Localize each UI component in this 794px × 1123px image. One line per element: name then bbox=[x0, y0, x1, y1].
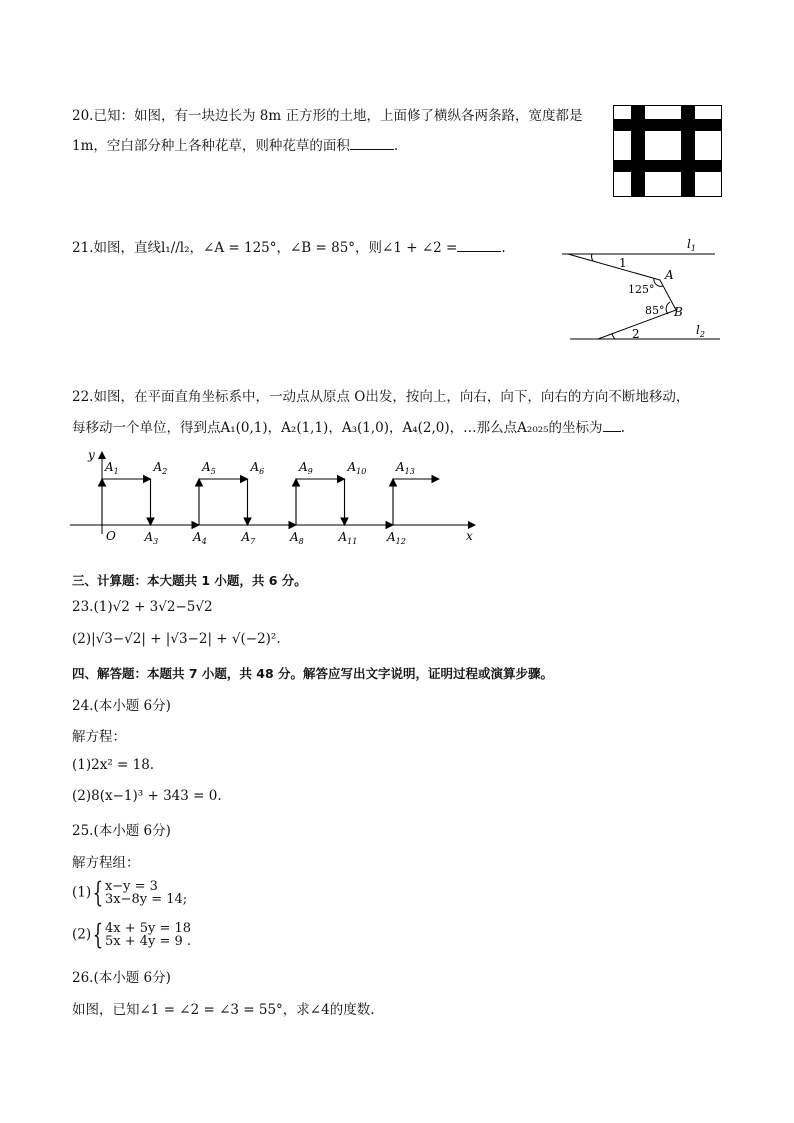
q24-part2: (2)8(x−1)³ + 343 = 0. bbox=[72, 788, 222, 804]
point-label-bottom: $A_7$ bbox=[241, 530, 256, 546]
q22-figure-coordinate-path bbox=[70, 448, 490, 548]
q25-p2-end: . bbox=[186, 933, 192, 949]
q23-part2 bbox=[72, 631, 281, 647]
point-label-bottom: $A_{11}$ bbox=[338, 530, 358, 546]
section3-heading: 三、计算题：本大题共 1 小题，共 6 分。 bbox=[72, 573, 307, 588]
axis-x-label: x bbox=[466, 529, 473, 543]
label-85: 85° bbox=[645, 304, 665, 317]
q25-p2-system bbox=[105, 922, 191, 948]
q25-intro: 解方程组： bbox=[72, 855, 140, 871]
answer-blank bbox=[603, 421, 621, 432]
q25-p1-end: ; bbox=[182, 891, 188, 907]
axis-y-label: y bbox=[88, 448, 95, 462]
origin-label: O bbox=[106, 529, 116, 543]
point-label-top: $A_9$ bbox=[299, 460, 313, 476]
label-l2: $l_2$ bbox=[696, 323, 705, 339]
q26-text: 如图，已知∠1 = ∠2 = ∠3 = 55°，求∠4的度数. bbox=[72, 1002, 375, 1018]
brace-icon: { bbox=[92, 876, 104, 909]
point-label-top: $A_2$ bbox=[153, 460, 168, 476]
label-B: B bbox=[674, 305, 683, 319]
point-label-top: $A_{13}$ bbox=[396, 460, 415, 476]
point-label-top: $A_6$ bbox=[250, 460, 265, 476]
q20-end: . bbox=[393, 138, 399, 154]
q20-line1: 20.已知：如图，有一块边长为 8m 正方形的土地，上面修了横纵各两条路，宽度都是 bbox=[72, 108, 583, 124]
q20-line2 bbox=[72, 134, 398, 154]
section4-heading: 四、解答题：本题共 7 小题，共 48 分。解答应写出文字说明，证明过程或演算步骤。 bbox=[72, 666, 554, 681]
q22-stem: 每移动一个单位，得到点A₁(0,1)，A₂(1,1)，A₃(1,0)，A₄(2,0)，…那么点A₂₀₂₅的坐标为 bbox=[72, 420, 603, 436]
label-angle2: 2 bbox=[632, 327, 640, 341]
point-label-bottom: $A_4$ bbox=[193, 530, 207, 546]
q20-figure-grid bbox=[613, 105, 722, 197]
point-label-bottom: $A_3$ bbox=[144, 530, 159, 546]
q25-p1-label: (1) bbox=[72, 884, 92, 901]
point-label-top: $A_1$ bbox=[105, 460, 119, 476]
point-label-bottom: $A_{12}$ bbox=[387, 530, 406, 546]
q25-part2 bbox=[72, 918, 191, 951]
q25-p1-eq2: 3x−8y = 14 bbox=[104, 891, 183, 907]
q21-end: . bbox=[501, 240, 506, 256]
q25-p2-eq2: 5x + 4y = 9 bbox=[104, 933, 183, 949]
answer-blank bbox=[350, 139, 394, 150]
q25-part1 bbox=[72, 876, 187, 909]
label-125: 125° bbox=[628, 283, 655, 296]
point-label-top: $A_{10}$ bbox=[347, 460, 367, 476]
q21-figure-parallel-lines bbox=[560, 236, 730, 346]
point-label-top: $A_5$ bbox=[202, 460, 216, 476]
q23-part1 bbox=[72, 599, 213, 615]
label-A: A bbox=[665, 268, 674, 282]
q21-text bbox=[72, 236, 506, 256]
q23-p2-text: (2)|√3−√2| + |√3−2| + √(−2)². bbox=[72, 631, 281, 647]
q22-line2 bbox=[72, 416, 625, 436]
answer-blank bbox=[457, 241, 501, 252]
q26-head: 26.(本小题 6分) bbox=[72, 970, 171, 986]
q22-line1: 22.如图，在平面直角坐标系中，一动点从原点 O出发，按向上，向右，向下，向右的方向不断地移动， bbox=[72, 389, 690, 405]
label-angle1: 1 bbox=[619, 256, 627, 270]
label-l1: $l_1$ bbox=[687, 237, 696, 253]
q25-p2-label: (2) bbox=[72, 926, 92, 943]
q25-p2-eq1: 4x + 5y = 18 bbox=[104, 920, 192, 936]
q24-intro: 解方程： bbox=[72, 729, 126, 745]
brace-icon: { bbox=[92, 918, 104, 951]
q24-part1: (1)2x² = 18. bbox=[72, 757, 155, 773]
q24-head: 24.(本小题 6分) bbox=[72, 698, 171, 714]
q22-end: . bbox=[620, 420, 625, 436]
q25-head: 25.(本小题 6分) bbox=[72, 823, 171, 839]
q25-p1-system bbox=[105, 880, 187, 906]
q25-p1-eq1: x−y = 3 bbox=[104, 878, 158, 894]
q23-p1-text: 23.(1)√2 + 3√2−5√2 bbox=[72, 599, 213, 615]
point-label-bottom: $A_8$ bbox=[290, 530, 304, 546]
q20-line2-text: 1m，空白部分种上各种花草，则种花草的面积 bbox=[72, 138, 350, 154]
q21-stem: 21.如图，直线l₁//l₂，∠A = 125°，∠B = 85°，则∠1 + ∠2 = bbox=[72, 240, 458, 256]
